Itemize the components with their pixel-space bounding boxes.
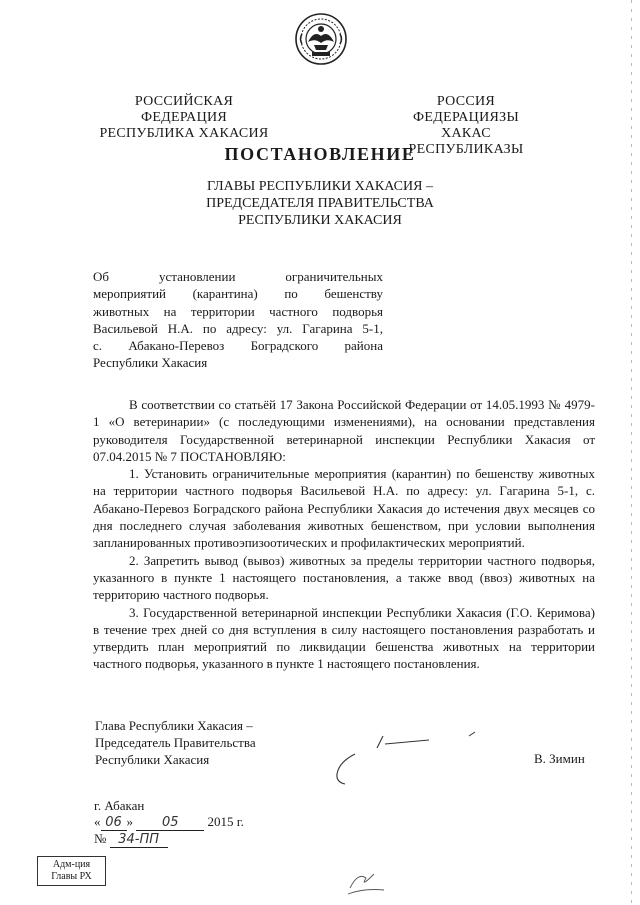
subtitle-line3: РЕСПУБЛИКИ ХАКАСИЯ [238, 213, 402, 228]
handwritten-signature [325, 730, 485, 788]
coat-of-arms-emblem [294, 12, 348, 66]
document-number: 34-ПП [110, 832, 168, 848]
signatory-line: Председатель Правительства [95, 735, 256, 750]
signatory-title [95, 717, 256, 768]
subject-line: с. Абакано-Перевоз Боградского района [93, 338, 383, 354]
header-left-line2: РЕСПУБЛИКА ХАКАСИЯ [99, 126, 269, 141]
signatory-line: Республики Хакасия [95, 752, 210, 767]
date-day: 06 [101, 815, 127, 831]
signatory-line: Глава Республики Хакасия – [95, 718, 253, 733]
date-month: 05 [136, 815, 204, 831]
body-item-3: 3. Государственной ветеринарной инспекции Республики Хакасия (Г.О. Керимова) в течение трех дней со дня вступления в силу настоящего постановления разработать и утвердить план мероприятий по ликвидации бешенства животных на территории частного подворья, указанного в пункте 1 настоящего постановления. [93, 604, 595, 672]
subtitle-line1: ГЛАВЫ РЕСПУБЛИКИ ХАКАСИЯ – [207, 179, 433, 194]
subject-line: животных на территории частного подворья [93, 303, 383, 319]
header-right-line2: ХАКАС РЕСПУБЛИКАЗЫ [408, 126, 524, 157]
city-label: г. Абакан [94, 798, 145, 813]
stamp-line1: Адм-ция [52, 859, 91, 870]
subject-line: Об установлении ограничительных [93, 269, 383, 284]
document-body [93, 396, 595, 673]
number-line [94, 831, 168, 848]
subject-line: Республики Хакасия [93, 355, 208, 371]
body-item-1: 1. Установить ограничительные мероприятия (карантин) по бешенству животных на территории частного подворья Васильевой Н.А. по адресу: ул. Гагарина 5-1, с. Абакано-Перевоз Боградского района Республики Хакасия до истечения двух месяцев со дня последнего случая заболевания животных бешенством, при условии выполнения запланированных противоэпизоотических и профилактических мероприятий. [93, 466, 595, 551]
close-quote: » [126, 814, 133, 829]
document-title: ПОСТАНОВЛЕНИЕ [224, 144, 416, 164]
registry-stamp [37, 856, 106, 886]
header-left-line1: РОССИЙСКАЯ ФЕДЕРАЦИЯ [134, 94, 234, 125]
date-line [94, 814, 244, 831]
subject-block [93, 268, 383, 372]
header-left [96, 94, 272, 142]
body-intro-paragraph: В соответствии со статьёй 17 Закона Российской Федерации от 14.05.1993 № 4979-1 «О ветеринарии» (с последующими изменениями), на основании представления руководителя Государственной ветеринарной инспекции Республики Хакасия от 07.04.2015 № 7 ПОСТАНОВЛЯЮ: [93, 397, 595, 464]
subject-line: мероприятий (карантина) по бешенству [93, 286, 383, 302]
header-right-line1: РОССИЯ ФЕДЕРАЦИЯЗЫ [413, 94, 519, 125]
scan-edge-line [631, 0, 632, 905]
number-sign: № [94, 831, 107, 846]
document-subtitle [0, 178, 640, 229]
subtitle-line2: ПРЕДСЕДАТЕЛЯ ПРАВИТЕЛЬСТВА [206, 196, 434, 211]
signatory-name: В. Зимин [534, 751, 585, 766]
date-year: 2015 г. [207, 814, 244, 829]
stamp-line2: Главы РХ [51, 871, 92, 882]
body-item-2: 2. Запретить вывод (вывоз) животных за пределы территории частного подворья, указанного в пункте 1 настоящего постановления, а также ввод (ввоз) животных на территорию частного подворья. [93, 552, 595, 603]
handwritten-mark [340, 858, 390, 898]
subject-line: Васильевой Н.А. по адресу: ул. Гагарина 5-1, [93, 320, 383, 336]
open-quote: « [94, 814, 101, 829]
